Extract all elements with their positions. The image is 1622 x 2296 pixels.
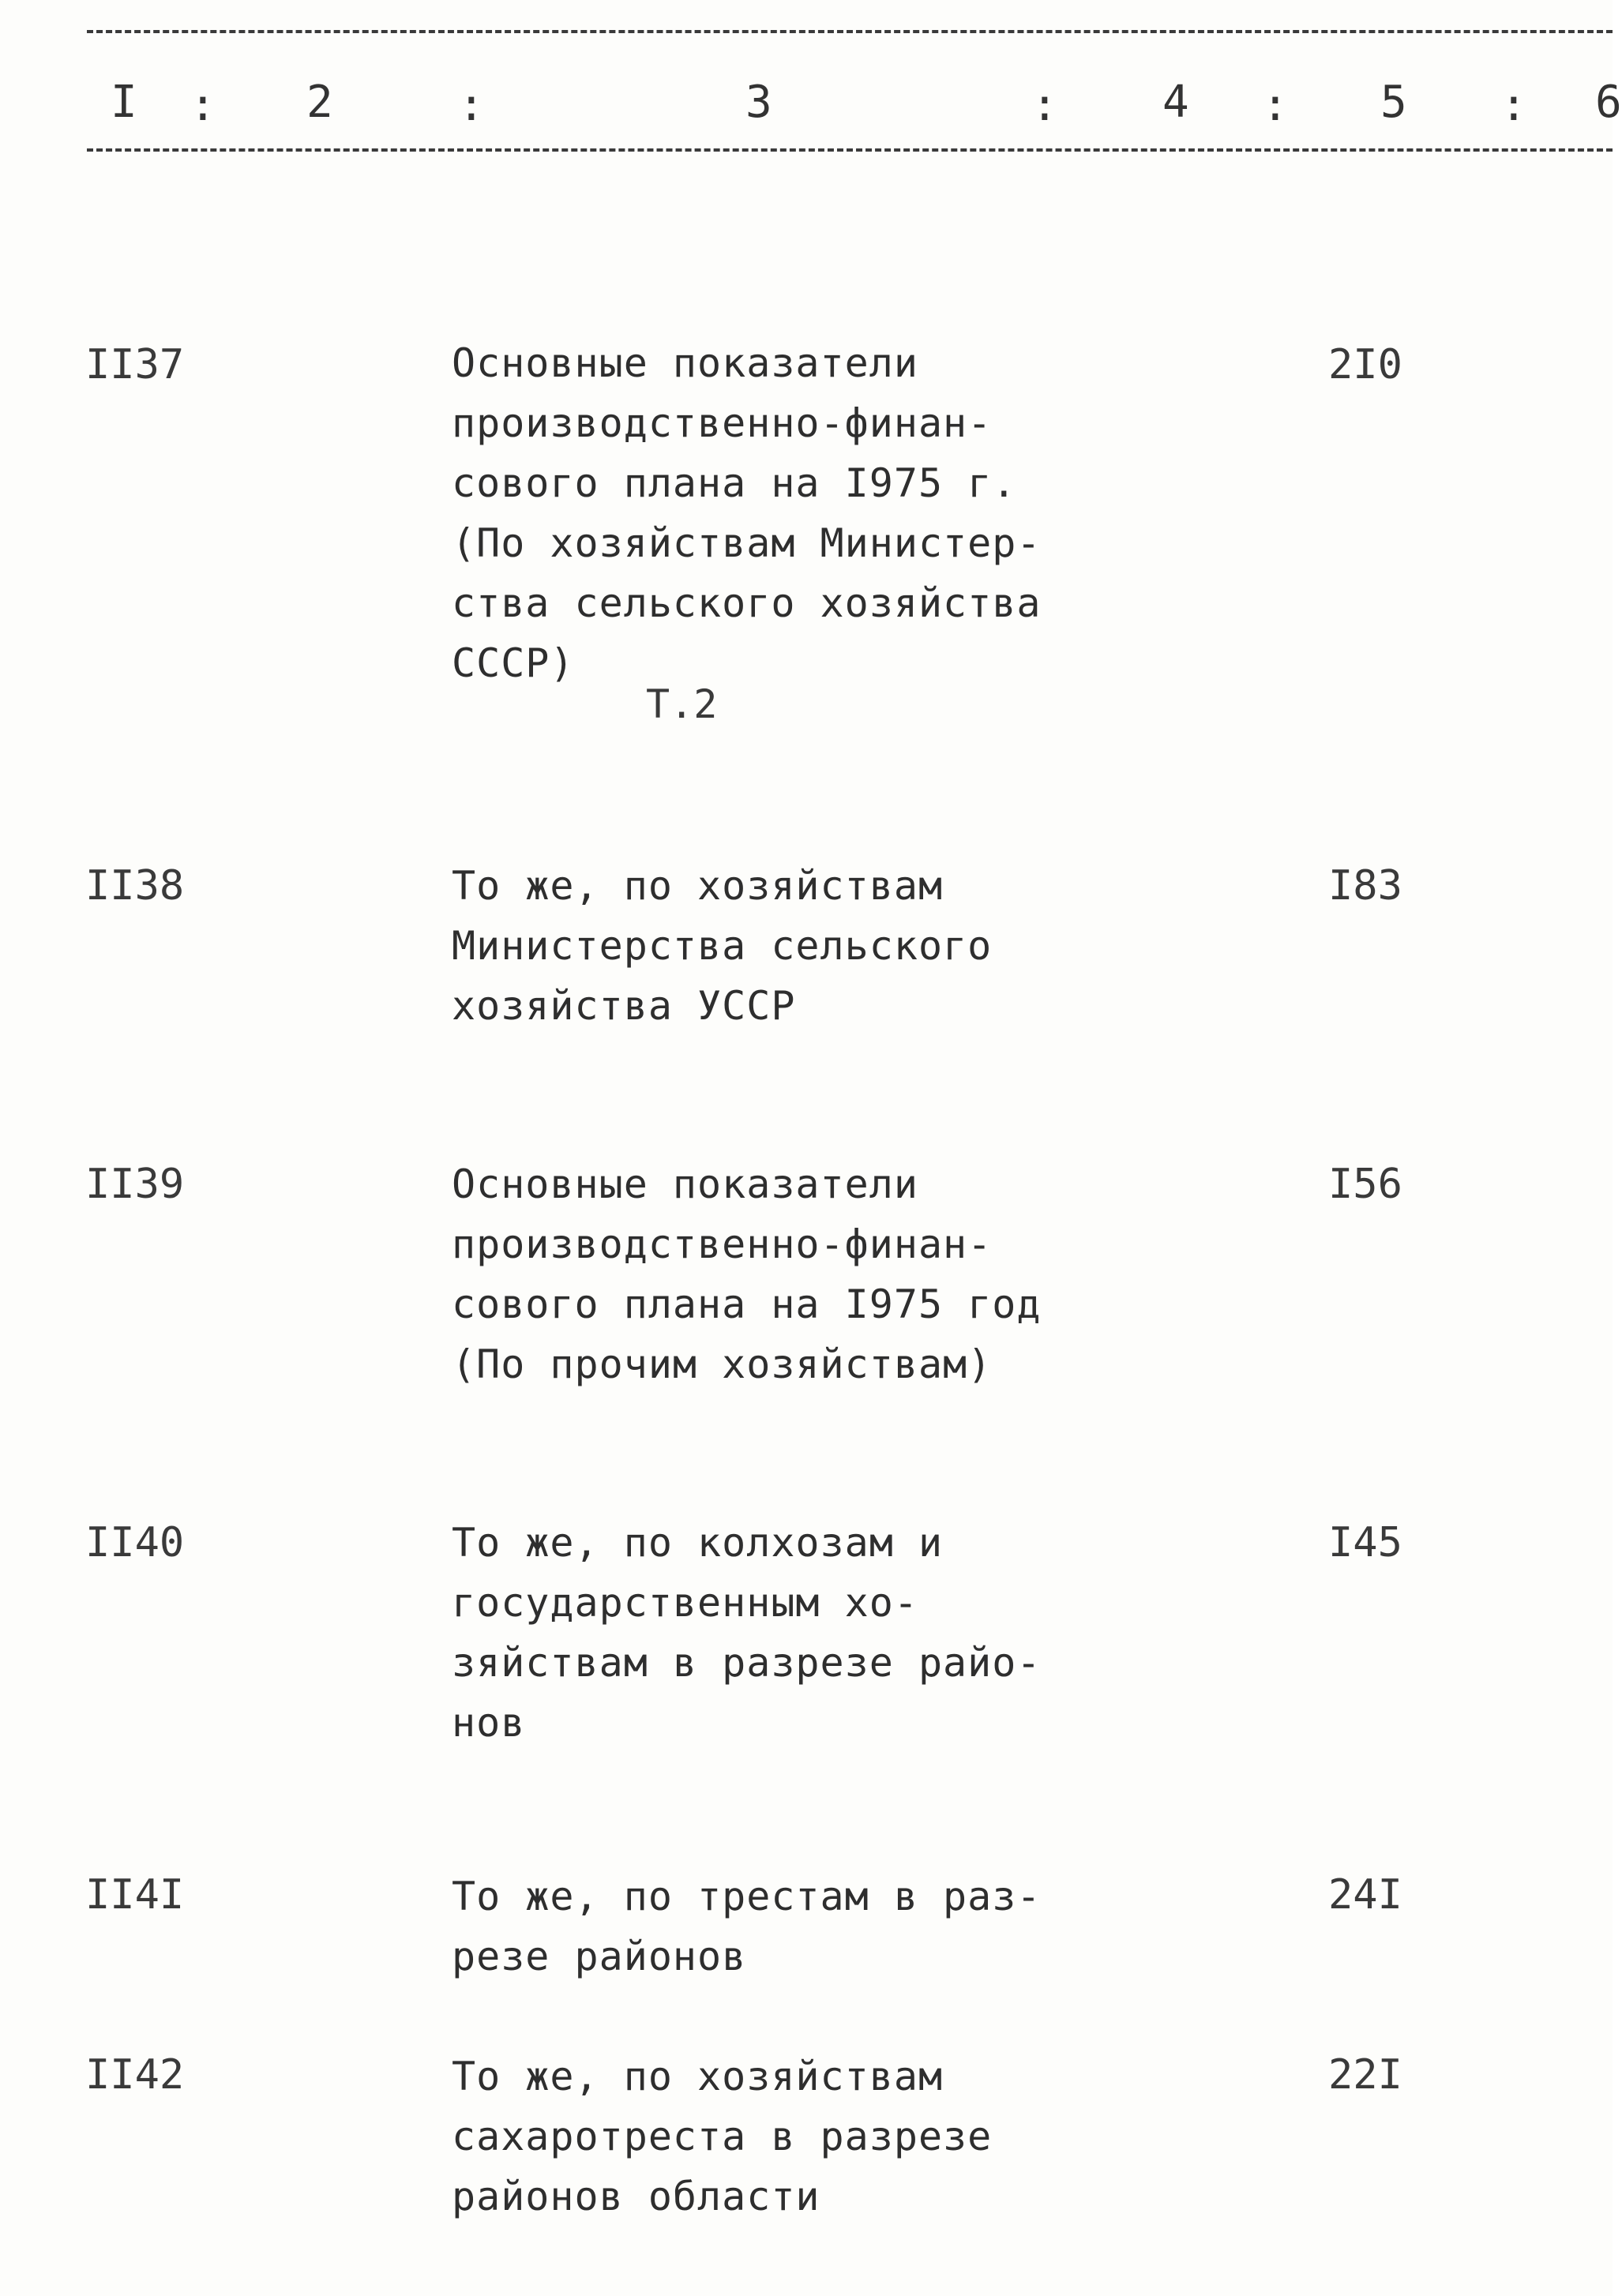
title-line: То же, по колхозам и <box>452 1520 944 1566</box>
item-number: II4I <box>85 1871 185 1919</box>
page-count: I56 <box>1328 1161 1402 1208</box>
item-title <box>452 333 1041 693</box>
title-line: производственно-финан- <box>452 400 993 446</box>
column-header-4: 4 <box>1162 77 1189 128</box>
title-line: То же, по трестам в раз- <box>452 1874 1042 1919</box>
title-line: государственным хо- <box>452 1580 918 1626</box>
column-separator: : <box>190 80 216 131</box>
page-count: I83 <box>1328 862 1402 910</box>
page-count: 22I <box>1328 2051 1402 2099</box>
item-title <box>452 1154 1041 1394</box>
item-number: II38 <box>85 862 185 910</box>
title-line: ства сельского хозяйства <box>452 580 1042 626</box>
title-line: (По хозяйствам Министер- <box>452 520 1042 566</box>
column-header-6: 6 <box>1595 77 1622 128</box>
title-line: хозяйства УССР <box>452 983 796 1029</box>
page-count: 2I0 <box>1328 341 1402 388</box>
title-line: производственно-финан- <box>452 1221 993 1267</box>
item-title <box>452 1866 1041 1986</box>
column-header-3: 3 <box>745 77 772 128</box>
item-number: II42 <box>85 2051 185 2099</box>
item-title <box>452 1513 1041 1753</box>
header-bottom-rule <box>87 148 1613 152</box>
header-top-rule <box>87 30 1613 33</box>
title-line: сахаротреста в разрезе <box>452 2114 993 2159</box>
column-separator: : <box>458 80 485 131</box>
column-separator: : <box>1031 80 1058 131</box>
title-line: зяйствам в разрезе райо- <box>452 1640 1042 1686</box>
column-header-2: 2 <box>306 77 333 128</box>
title-line: сового плана на I975 г. <box>452 460 1017 506</box>
title-line: Основные показатели <box>452 340 918 386</box>
title-line: районов области <box>452 2174 820 2219</box>
item-number: II37 <box>85 341 185 388</box>
column-separator: : <box>1500 80 1527 131</box>
title-line: То же, по хозяйствам <box>452 2054 944 2099</box>
item-title <box>452 2047 992 2227</box>
column-header-5: 5 <box>1380 77 1407 128</box>
column-header-1: I <box>111 77 137 128</box>
page-count: I45 <box>1328 1519 1402 1566</box>
title-line: Министерства сельского <box>452 923 993 969</box>
volume-label: Т.2 <box>646 681 718 727</box>
title-line: резе районов <box>452 1934 747 1979</box>
page-count: 24I <box>1328 1871 1402 1919</box>
title-line: (По прочим хозяйствам) <box>452 1341 993 1387</box>
title-line: СССР) <box>452 640 575 686</box>
item-title <box>452 856 992 1036</box>
title-line: нов <box>452 1700 526 1746</box>
column-separator: : <box>1262 80 1289 131</box>
item-number: II39 <box>85 1161 185 1208</box>
title-line: сового плана на I975 год <box>452 1281 1042 1327</box>
title-line: Основные показатели <box>452 1161 918 1207</box>
title-line: То же, по хозяйствам <box>452 863 944 909</box>
item-number: II40 <box>85 1519 185 1566</box>
